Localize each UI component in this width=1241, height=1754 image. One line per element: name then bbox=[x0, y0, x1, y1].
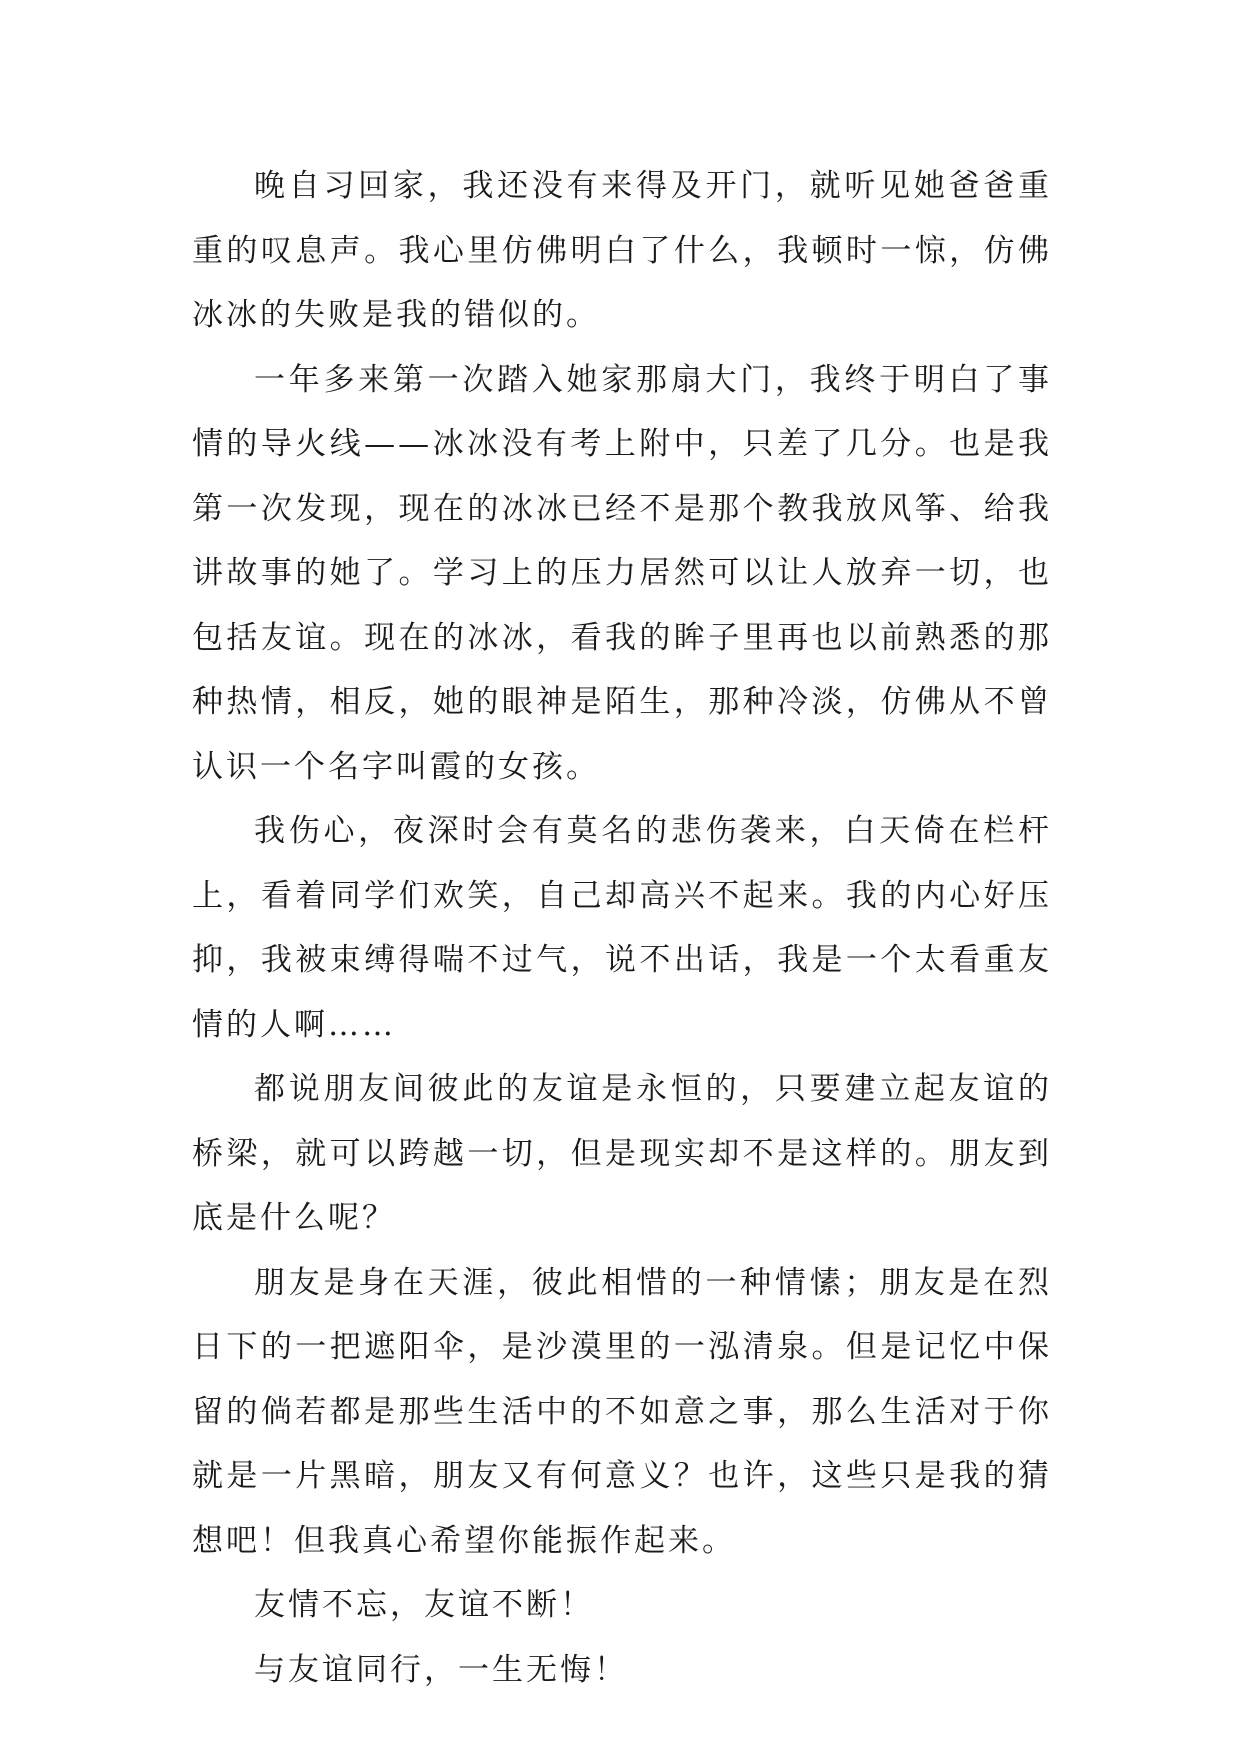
paragraph: 我伤心，夜深时会有莫名的悲伤袭来，白天倚在栏杆上，看着同学们欢笑，自己却高兴不起来。我的内心好压抑，我被束缚得喘不过气，说不出话，我是一个太看重友情的人啊…… bbox=[192, 813, 1052, 1043]
paragraph: 晚自习回家，我还没有来得及开门，就听见她爸爸重重的叹息声。我心里仿佛明白了什么，我顿时一惊，仿佛冰冰的失败是我的错似的。 bbox=[192, 168, 1052, 333]
paragraph: 一年多来第一次踏入她家那扇大门，我终于明白了事情的导火线——冰冰没有考上附中，只差了几分。也是我第一次发现，现在的冰冰已经不是那个教我放风筝、给我讲故事的她了。学习上的压力居然可以让人放弃一切，也包括友谊。现在的冰冰，看我的眸子里再也以前熟悉的那种热情，相反，她的眼神是陌生，那种冷淡，仿佛从不曾认识一个名字叫霞的女孩。 bbox=[192, 361, 1052, 785]
paragraph: 友情不忘，友谊不断！ bbox=[254, 1587, 594, 1623]
paragraph: 与友谊同行，一生无悔！ bbox=[254, 1651, 628, 1688]
paragraph: 朋友是身在天涯，彼此相惜的一种情愫；朋友是在烈日下的一把遮阳伞，是沙漠里的一泓清泉。但是记忆中保留的倘若都是那些生活中的不如意之事，那么生活对于你就是一片黑暗，朋友又有何意义？也许，这些只是我的猜想吧！但我真心希望你能振作起来。 bbox=[192, 1264, 1052, 1559]
paragraph: 都说朋友间彼此的友谊是永恒的，只要建立起友谊的桥梁，就可以跨越一切，但是现实却不是这样的。朋友到底是什么呢？ bbox=[192, 1071, 1052, 1236]
document-body bbox=[192, 154, 1052, 1702]
